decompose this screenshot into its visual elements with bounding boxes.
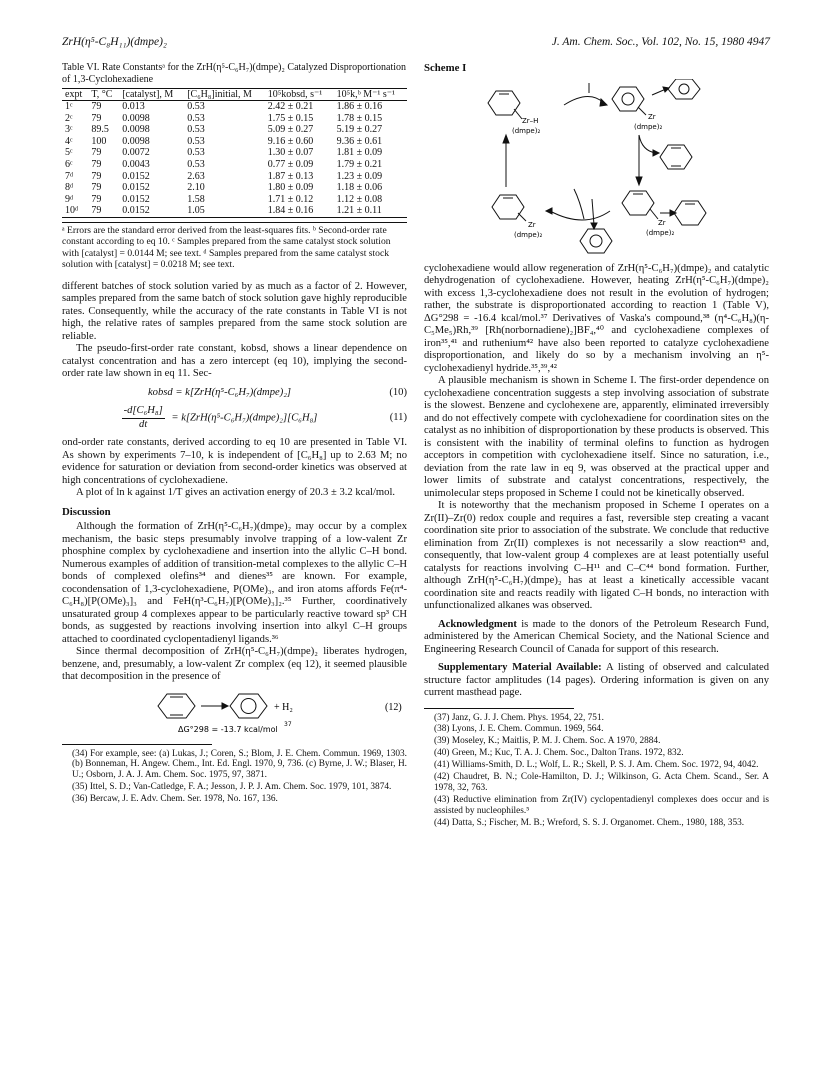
reference-item: (39) Moseley, K.; Maitlis, P. M. J. Chem. Soc. A 1970, 2884.	[434, 736, 661, 747]
cyclohexenyl-zr-complex	[492, 195, 526, 221]
table-cell: 1.12 ± 0.08	[336, 193, 383, 205]
equation-rhs: = k[ZrH(η⁵-C₆H₇)(dmpe)₂][C₆H₈]	[171, 412, 318, 424]
table-row	[62, 101, 407, 113]
reference-item: (37) Janz, G. J. J. Chem. Phys. 1954, 22, 751.	[434, 712, 604, 723]
table-cell: 1.05	[187, 205, 205, 217]
table-cell: 5ᶜ	[65, 147, 73, 159]
scheme-arrow	[636, 135, 659, 185]
benzene-zr-complex	[612, 87, 646, 115]
table-cell: 9ᵈ	[65, 193, 74, 205]
cyclohexadiene-ring	[660, 145, 692, 169]
numerator: -d[C₆H₈]	[122, 405, 165, 419]
table-cell: 0.0152	[122, 170, 150, 182]
reference-item: (35) Ittel, S. D.; Van-Catledge, F. A.; Jesson, J. P. J. Am. Chem. Soc. 1979, 101, 3874.	[72, 782, 392, 793]
reference-item: (43) Reductive elimination from Zr(IV) cyclopentadienyl complexes does occur and is assisted by nucleophiles.⁵	[434, 794, 769, 816]
equation-number: (11)	[389, 411, 407, 423]
footnote-rule	[62, 744, 212, 745]
table-cell: 5.19 ± 0.27	[336, 124, 383, 136]
dmpe-label: (dmpe)₂	[514, 230, 543, 239]
table-cell: 2ᶜ	[65, 112, 73, 124]
table-cell: 5.09 ± 0.27	[267, 124, 314, 136]
fraction	[122, 405, 165, 431]
zr-label: Zr	[528, 220, 536, 229]
table-row	[62, 205, 407, 217]
rate-constants-table	[62, 88, 407, 218]
table-row	[62, 194, 407, 206]
table-header: [catalyst], M	[122, 89, 174, 100]
paragraph: It is noteworthy that the mechanism proposed in Scheme I operates on a Zr(II)–Zr(0) redox couple and requires a fast, reversible step creating a vacant coordination site prior to association of the substrate. We conclude that reductive elimination from Zr(II) complexes is not necessarily a slow reaction⁴³ and, consequently, that low-valent group 4 complexes are at least potentially useful catalysts for reactions involving C–H¹¹ and C–C⁴⁴ bond formation. Further, although ZrH(η⁵-C₆H₇)(dmpe)₂ has at least a kinetically accessible vacant coordination site and reacts readily with ligated C–H bonds, no interaction with unfunctionalized alkanes was observed.	[424, 500, 769, 611]
reference-item: (42) Chaudret, B. N.; Cole-Hamilton, D. J.; Wilkinson, G. Acta Chem. Scand., Ser. A 1978, 32, 763.	[434, 772, 769, 793]
table-cell: 79	[91, 147, 102, 159]
table-cell: 0.0098	[122, 135, 150, 147]
table-cell: 79	[91, 193, 102, 205]
table-cell: 1.79 ± 0.21	[336, 158, 383, 170]
table-cell: 0.53	[187, 158, 205, 170]
left-column	[62, 62, 407, 806]
paragraph: A plot of ln k against 1/T gives an activation energy of 20.3 ± 3.2 kcal/mol.	[76, 487, 396, 499]
scheme-arrow	[503, 135, 509, 187]
table-cell: 2.42 ± 0.21	[267, 101, 314, 112]
table-cell: 0.53	[187, 112, 205, 124]
reaction-arrow	[201, 703, 228, 709]
table-cell: 1.86 ± 0.16	[336, 101, 383, 112]
paragraph: ond-order rate constants, derived according to eq 10 are presented in Table VI. As shown by experiments 7–10, k is independent of [C₆H₈] up to 2.63 M; no evidence for saturation or deviation from second-order kinetics was observed at high concentrations of cyclohexadiene.	[62, 437, 407, 486]
table-cell: 7ᵈ	[65, 170, 74, 182]
equation-10	[62, 387, 407, 400]
table-cell: 100	[91, 135, 107, 147]
supp-text: A listing of observed and calculated structure factor amplitudes (14 pages). Ordering information is given on any current masthead page.	[424, 662, 769, 698]
cyclohexadiene-ring	[158, 694, 195, 718]
scheme-arrow	[564, 83, 607, 106]
hydrogen-product: + H₂	[274, 701, 293, 713]
supplementary-material	[424, 662, 769, 700]
table-cell: 0.0152	[122, 182, 150, 194]
table-cell: 1.75 ± 0.15	[267, 112, 314, 124]
table-cell: 0.77 ± 0.09	[267, 158, 314, 170]
table-cell: 3ᶜ	[65, 124, 73, 136]
table-row	[62, 182, 407, 194]
table-cell: 79	[91, 205, 102, 217]
scheme-i-diagram	[424, 79, 769, 257]
table-cell: 1.87 ± 0.13	[267, 170, 314, 182]
paragraph: The pseudo-first-order rate constant, kobsd, shows a linear dependence on catalyst concentration and has a zero intercept (eq 10), implying the second-order rate law shown in eq 11. Sec-	[62, 343, 407, 380]
zr-label: Zr	[648, 112, 656, 121]
table-cell: 1.23 ± 0.09	[336, 170, 383, 182]
table-header: 10⁵k,ᵇ M⁻¹ s⁻¹	[336, 89, 396, 100]
table-cell: 0.0072	[122, 147, 150, 159]
paragraph: A plausible mechanism is shown in Scheme I. The first-order dependence on cyclohexadiene concentration suggests a step involving association of substrate is the slowest. Benzene and cyclohexene are, apparently, eliminated irreversibly and do not effectively compete with cyclohexadiene for coordination sites on the catalyst as no inhibition of disproportionation by these products is observed. This is consistent with the inability of terminal olefins to function as hydrogen acceptors in competition with cyclohexadiene itself. Since no saturation, i.e., deviation from the rate law in eq 9, was observed at the practical upper and lower limits of substrate and catalyst concentrations, respectively, the unimolecular steps proposed in Scheme I could not be kinetically observed.	[424, 375, 769, 499]
paragraph: cyclohexadiene would allow regeneration of ZrH(η⁵-C₆H₇)(dmpe)₂ and catalytic dehydrogenation of cyclohexadiene. However, heating ZrH(η⁵-C₆H₇)(dmpe)₂ with excess 1,3-cyclohexadiene does not result in the evolution of hydrogen; rather, the substrate is disproportionated according to reaction 1 (Table V), ΔG°298 = -16.4 kcal/mol.³⁷ Derivatives of Vaska's compound,³⁸ (η⁴-C₆H₈)(η-C₅Me₅)Rh,³⁹ [Rh(norbornadiene)₂]BF₄,⁴⁰ and cyclohexadiene complexes of iron³⁵,⁴¹ and ruthenium⁴² have also been reported to catalyze cyclohexadiene disproportionation, and likely do so by a mechanism involving an η⁵-cyclohexadienyl hydride.³⁵,³⁹,⁴²	[424, 262, 769, 374]
table-cell: 1.71 ± 0.12	[267, 193, 314, 205]
table-cell: 0.013	[122, 101, 145, 112]
table-header: [C₆H₈]initial, M	[187, 89, 252, 100]
benzene-ring	[580, 229, 612, 253]
acknowledgment	[424, 619, 769, 657]
supp-heading: Supplementary Material Available:	[438, 662, 602, 673]
running-header-left: ZrH(η⁵-C₈H₁₁)(dmpe)₂	[62, 36, 167, 48]
table-cell: 6ᶜ	[65, 158, 73, 170]
section-heading: Discussion	[62, 505, 111, 518]
scheme-arrow	[660, 210, 676, 216]
reference-item: (41) Williams-Smith, D. L.; Wolf, L. R.; Skell, P. S. J. Am. Chem. Soc. 1972, 94, 4042.	[434, 760, 759, 771]
running-header-right: J. Am. Chem. Soc., Vol. 102, No. 15, 1980 4947	[551, 36, 770, 48]
equation-number: (10)	[389, 386, 407, 398]
table-row	[62, 147, 407, 159]
table-cell: 1.58	[187, 193, 205, 205]
benzene-ring	[668, 79, 700, 99]
benzene-ring	[230, 694, 267, 718]
table-cell: 0.0098	[122, 112, 150, 124]
table-cell: 2.10	[187, 182, 205, 194]
scheme-arrow	[546, 189, 610, 220]
reaction-12-diagram	[62, 690, 407, 736]
table-cell: 1.30 ± 0.07	[267, 147, 314, 159]
table-cell: 79	[91, 101, 102, 112]
table-cell: 1ᶜ	[65, 101, 73, 112]
table-row	[62, 171, 407, 183]
table-row	[62, 136, 407, 148]
equation-number: (12)	[385, 701, 402, 713]
cyclohexadienyl-zr-hydride	[488, 91, 522, 119]
table-cell: 0.53	[187, 101, 205, 112]
table-cell: 79	[91, 158, 102, 170]
table-cell: 0.53	[187, 135, 205, 147]
table-row	[62, 159, 407, 171]
table-footnotes: ᵃ Errors are the standard error derived from the least-squares fits. ᵇ Second-order rate constant according to eq 10. ᶜ Samples prepared from the same catalyst stock solution with [catalyst] = 0.0144 M; see text. ᵈ Samples prepared from the same catalyst stock solution with [catalyst] = 0.0218 M; see text.	[62, 222, 407, 271]
table-cell: 0.53	[187, 147, 205, 159]
table-cell: 0.0152	[122, 205, 150, 217]
free-energy-label: ΔG°298 = -13.7 kcal/mol	[178, 724, 278, 734]
table-header: expt	[65, 89, 83, 100]
table-cell: 0.53	[187, 124, 205, 136]
table-cell: 1.18 ± 0.06	[336, 182, 383, 194]
zr-label: Zr	[658, 218, 666, 227]
reference-item: (36) Bercaw, J. E. Adv. Chem. Ser. 1978, No. 167, 136.	[72, 794, 278, 805]
reference-item: (44) Datta, S.; Fischer, M. B.; Wreford, S. S. J. Organomet. Chem., 1980, 188, 353.	[434, 817, 745, 828]
table-cell: 10ᵈ	[65, 205, 79, 217]
cyclohexene-ring	[674, 201, 706, 225]
table-cell: 9.16 ± 0.60	[267, 135, 314, 147]
denominator: dt	[139, 418, 148, 430]
diene-zr-complex	[622, 191, 658, 219]
table-cell: 1.21 ± 0.11	[336, 205, 382, 217]
dmpe-label: (dmpe)₂	[512, 126, 541, 135]
table-header: 10⁵kobsd, s⁻¹	[267, 89, 323, 100]
table-cell: 9.36 ± 0.61	[336, 135, 383, 147]
table-row	[62, 124, 407, 136]
left-references	[62, 749, 407, 806]
equation-12	[62, 690, 407, 736]
zrh-label: Zr–H	[522, 116, 539, 125]
reference-item: (38) Lyons, J. E. Chem. Commun. 1969, 564.	[434, 724, 604, 735]
right-column	[424, 62, 769, 830]
scheme-arrow	[652, 87, 669, 95]
table-cell: 89.5	[91, 124, 109, 136]
reference-item: (34) For example, see: (a) Lukas, J.; Coren, S.; Blom, J. E. Chem. Commun. 1969, 1303. (b) Bonneman, H. Angew. Chem., Int. Ed. Engl. 1970, 9, 736. (c) Byrne, J. W.; Blaser, H. U.; Osborn, J. A. J. Am. Chem. Soc. 1975, 97, 3871.	[72, 748, 407, 781]
table-cell: 1.78 ± 0.15	[336, 112, 383, 124]
table-caption: Table VI. Rate Constantsᵃ for the ZrH(η⁵-C₆H₇)(dmpe)₂ Catalyzed Disproportionation of 1,3-Cyclohexadiene	[62, 62, 406, 85]
table-header: T, °C	[91, 89, 113, 100]
table-body	[62, 101, 407, 218]
ack-text: is made to the donors of the Petroleum Research Fund, administered by the American Chemical Society, and the National Science and Engineering Research Council of Canada for support of this research.	[424, 618, 769, 655]
dmpe-label: (dmpe)₂	[646, 228, 675, 237]
equation-11	[62, 405, 407, 431]
table-cell: 79	[91, 112, 102, 124]
scheme-arrow	[591, 199, 597, 229]
paragraph: Although the formation of ZrH(η⁵-C₆H₇)(dmpe)₂ may occur by a complex mechanism, the basic steps presumably involve trapping of a low-valent Zr phosphine complex by cyclohexadiene and insertion into the allylic C–H bond. Numerous examples of addition of transition-metal complexes to the allylic C–H bonds of complexed olefins³⁴ and dienes³⁵ are known. For example, cocondensation of 1,3-cyclohexadiene, P(OMe)₃, and iron atoms affords Fe(π⁴-C₆H₈)[P(OMe)₃]₃ and FeH(η³-C₆H₇)[P(OMe)₃]₂.³⁵ Further, coordinatively unsaturated group 4 complexes appear to be particularly reactive toward sp³ CH bonds, as suggested by reactions involving insertion into alkyl C–H groups attached to coordinated cyclopentadienyl ligands.³⁶	[62, 521, 407, 645]
dmpe-label: (dmpe)₂	[634, 122, 663, 131]
table-cell: 1.84 ± 0.16	[267, 205, 314, 217]
table-cell: 4ᶜ	[65, 135, 73, 147]
table-cell: 1.81 ± 0.09	[336, 147, 383, 159]
table-row	[62, 113, 407, 125]
reference-item: (40) Green, M.; Kuc, T. A. J. Chem. Soc., Dalton Trans. 1972, 832.	[434, 748, 684, 759]
table-cell: 0.0098	[122, 124, 150, 136]
right-references	[424, 713, 769, 829]
equation-body: kobsd = k[ZrH(η⁵-C₆H₇)(dmpe)₂]	[147, 386, 292, 398]
table-cell: 1.80 ± 0.09	[267, 182, 314, 194]
table-cell: 2.63	[187, 170, 205, 182]
paragraph: different batches of stock solution varied by as much as a factor of 2. However, samples prepared from the same batch of stock solution gave highly reproducible rates. Consequently, while the accuracy of the rate constants in Table VI is not high, the relative rates of samples prepared from the same stock solution are reliable.	[62, 280, 407, 342]
table-cell: 79	[91, 182, 102, 194]
table-cell: 8ᵈ	[65, 182, 74, 194]
footnote-rule	[424, 708, 574, 709]
table-cell: 79	[91, 170, 102, 182]
table-cell: 0.0152	[122, 193, 150, 205]
table-cell: 0.0043	[122, 158, 150, 170]
ack-heading: Acknowledgment	[438, 618, 517, 630]
paragraph: Since thermal decomposition of ZrH(η⁵-C₆H₇)(dmpe)₂ liberates hydrogen, benzene, and, presumably, a low-valent Zr complex (eq 12), it seemed plausible that decomposition in the presence of	[62, 646, 407, 683]
scheme-title: Scheme I	[424, 62, 467, 74]
free-energy-ref: 37	[284, 720, 292, 728]
